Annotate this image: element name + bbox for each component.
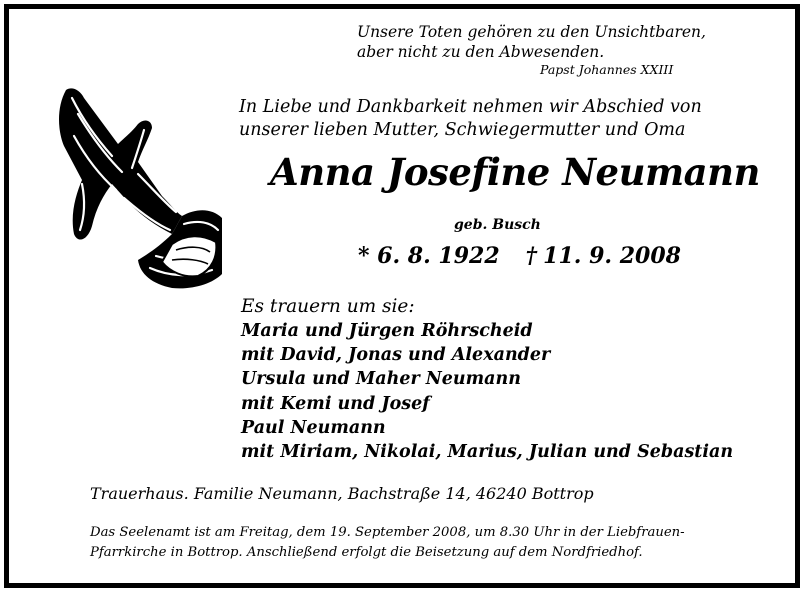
death-date: 11. 9. 2008 xyxy=(543,243,681,269)
intro-text xyxy=(239,96,702,142)
mourner-line: Paul Neumann xyxy=(241,417,386,438)
service-notice xyxy=(90,523,685,562)
intro-line-1: In Liebe und Dankbarkeit nehmen wir Abschied von xyxy=(239,97,702,117)
birth-date: * 6. 8. 1922 xyxy=(358,243,500,269)
praying-hands-icon xyxy=(52,84,224,292)
notice-line-1: Das Seelenamt ist am Freitag, dem 19. September 2008, um 8.30 Uhr in der Liebfrauen- xyxy=(90,525,685,540)
quote-line-1: Unsere Toten gehören zu den Unsichtbaren, xyxy=(357,23,706,41)
mourning-house: Trauerhaus. Familie Neumann, Bachstraße 14, 46240 Bottrop xyxy=(90,484,594,503)
deceased-name: Anna Josefine Neumann xyxy=(270,150,760,194)
mourner-line: mit David, Jonas und Alexander xyxy=(241,345,551,366)
life-dates xyxy=(358,243,681,269)
cross-icon: † xyxy=(525,243,538,269)
mourner-line: mit Miriam, Nikolai, Marius, Julian und Sebastian xyxy=(241,442,734,463)
quote xyxy=(357,22,706,62)
mourners-title: Es trauern um sie: xyxy=(241,296,415,317)
mourner-line: Maria und Jürgen Röhrscheid xyxy=(241,321,533,341)
birth-name: geb. Busch xyxy=(454,217,541,233)
notice-line-2: Pfarrkirche in Bottrop. Anschließend erfolgt die Beisetzung auf dem Nordfriedhof. xyxy=(90,544,643,560)
mourner-line: mit Kemi und Josef xyxy=(241,393,430,414)
mourners-list xyxy=(241,319,733,464)
quote-line-2: aber nicht zu den Abwesenden. xyxy=(357,43,605,61)
intro-line-2: unserer lieben Mutter, Schwiegermutter und Oma xyxy=(239,120,686,140)
quote-author: Papst Johannes XXIII xyxy=(540,62,674,77)
mourner-line: Ursula und Maher Neumann xyxy=(241,369,521,390)
